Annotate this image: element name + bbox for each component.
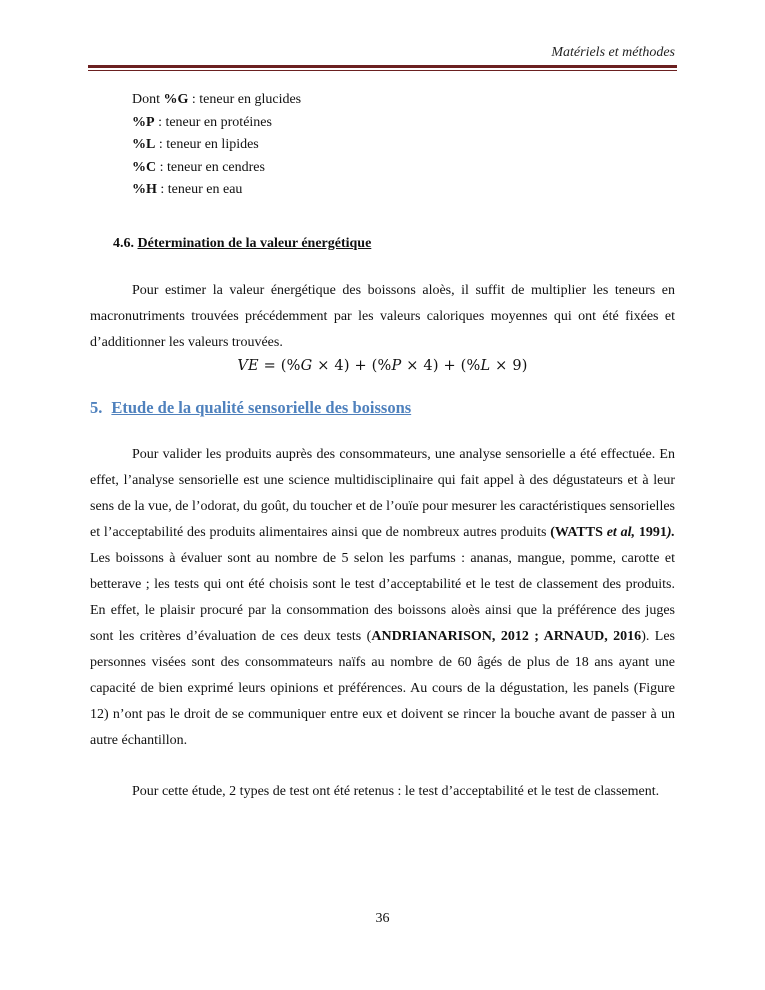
definitions-list: [132, 89, 301, 202]
test-types-paragraph: Pour cette étude, 2 types de test ont été retenus : le test d’acceptabilité et le test de classement.: [132, 784, 660, 799]
definition-item: %H : teneur en eau: [132, 182, 243, 197]
subsection-heading: 4.6. Détermination de la valeur énergétique: [113, 236, 372, 251]
definition-item: %C : teneur en cendres: [132, 159, 265, 175]
page-number: 36: [375, 911, 390, 926]
definition-item: %P : teneur en protéines: [132, 114, 272, 130]
citation: ANDRIANARISON, 2012 ; ARNAUD, 2016: [371, 629, 642, 644]
sensory-analysis-paragraph: Pour valider les produits auprès des consommateurs, une analyse sensorielle a été effectuée. En effet, l’analyse sensorielle est une science multidisciplinaire qui fait appel à des dégustateurs et à leur sens de la vue, de l’odorat, du goût, du toucher et de l’ouïe pour mesurer les caractéristiques sensorielles et l’acceptabilité des produits alimentaires ainsi que de nombreux autres produits (WATTS et al, 1991). Les boissons à évaluer sont au nombre de 5 selon les parfums : ananas, mangue, pomme, carotte et betterave ; les tests qui ont été choisis sont le test d’acceptabilité et le test de classement des produits. En effet, le plaisir procuré par la consommation des boissons aloès ainsi que la préférence des juges sont les critères d’évaluation de ces deux tests (ANDRIANARISON, 2012 ; ARNAUD, 2016). Les personnes visées sont des consommateurs naïfs au nombre de 60 âgés de plus de 18 ans ayant une capacité de bien exprimé leurs opinions et préférences. Au cours de la dégustation, les panels (Figure 12) n’ont pas le droit de se communiquer entre eux et doivent se rincer la bouche avant de passer à un autre échantillon.: [90, 447, 675, 748]
section-heading: 5. Etude de la qualité sensorielle des boissons: [90, 398, 412, 417]
energy-value-paragraph: Pour estimer la valeur énergétique des boissons aloès, il suffit de multiplier les teneurs en macronutriments trouvées précédemment par les valeurs caloriques moyennes qui ont été fixées et d’additionner les valeurs trouvées.: [90, 283, 675, 350]
citation: (WATTS et al, 1991).: [550, 525, 675, 540]
header-rule: [88, 65, 677, 68]
energy-formula: VE = (%G × 4) + (%P × 4) + (%L × 9): [237, 358, 528, 374]
definition-item: Dont %G : teneur en glucides: [132, 92, 302, 107]
definition-item: %L : teneur en lipides: [132, 137, 259, 152]
running-header: Matériels et méthodes: [551, 45, 675, 60]
header-rule-thin: [88, 70, 677, 71]
